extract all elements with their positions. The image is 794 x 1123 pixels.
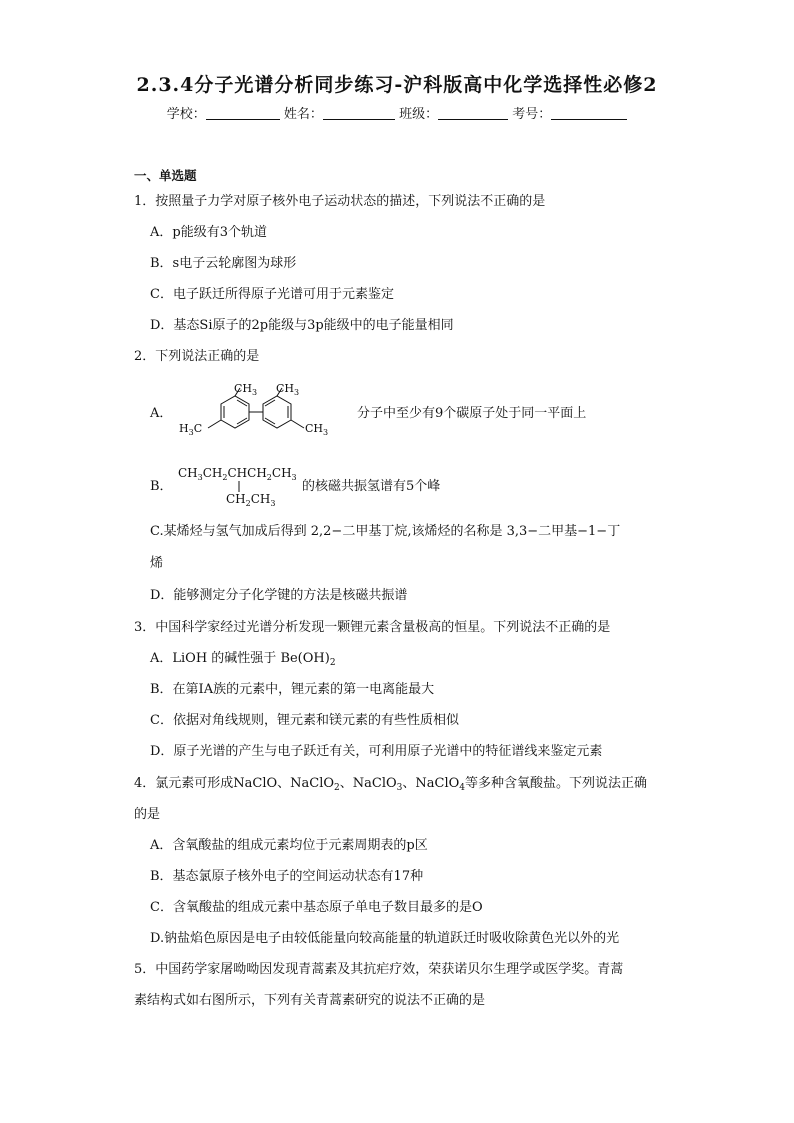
- h3c-left-h: H: [179, 422, 189, 435]
- svg-text:H3C: [179, 422, 202, 437]
- ch3-right-sub: 3: [323, 428, 329, 437]
- section-heading: 一、单选题: [134, 168, 197, 183]
- q5-stem-line1: 5．中国药学家屠呦呦因发现青蒿素及其抗疟疗效，荣获诺贝尔生理学或医学奖。青蒿: [134, 962, 624, 977]
- q4-stem-2: 、NaClO: [339, 776, 397, 791]
- svg-text:CH2CH3: [226, 492, 276, 508]
- q4-stem: [134, 774, 647, 794]
- q3-option-c: C．依据对角线规则，锂元素和镁元素的有些性质相似: [150, 713, 459, 728]
- q3-a-text: A．LiOH 的碱性强于 Be(OH): [150, 651, 330, 666]
- q2-option-c-line1: C.某烯烃与氢气加成后得到 2,2−二甲基丁烷,该烯烃的名称是 3,3−二甲基−1−丁: [150, 524, 621, 539]
- ch3-top-1-sub: 3: [252, 388, 258, 397]
- q3-option-a: [150, 649, 336, 669]
- alkane-structure: [176, 461, 300, 509]
- student-info-line: [0, 103, 794, 122]
- q2-option-a-label: A．: [150, 406, 173, 421]
- b-sub-4: 3: [291, 473, 297, 482]
- b-sub-3: 2: [266, 473, 272, 482]
- q3-stem: 3．中国科学家经过光谱分析发现一颗锂元素含量极高的恒星。下列说法不正确的是: [134, 620, 611, 635]
- q4-stem-4: 等多种含氧酸盐。下列说法正确: [465, 776, 648, 791]
- ch3-right: CH: [305, 422, 324, 435]
- q4-sub-2: 2: [334, 783, 340, 793]
- name-blank[interactable]: [323, 106, 395, 120]
- ch3-top-2: CH: [276, 382, 295, 395]
- h3c-left-sub: 3: [188, 428, 194, 437]
- q2-stem: 2．下列说法正确的是: [134, 349, 260, 364]
- q1-option-c: C．电子跃迁所得原子光谱可用于元素鉴定: [150, 287, 394, 302]
- school-blank[interactable]: [206, 106, 280, 120]
- b-ch3-3: CH: [250, 492, 271, 506]
- q2-option-a-text: 分子中至少有9个碳原子处于同一平面上: [357, 406, 587, 421]
- q1-option-a: A．p能级有3个轨道: [150, 225, 267, 240]
- class-label: 班级：: [399, 107, 439, 122]
- q4-option-a: A．含氧酸盐的组成元素均位于元素周期表的p区: [150, 838, 428, 853]
- q2-option-b-text: 的核磁共振氢谱有5个峰: [302, 479, 441, 494]
- q4-option-b: B．基态氯原子核外电子的空间运动状态有17种: [150, 869, 424, 884]
- svg-text:CH3CH2CHCH2CH3: [178, 466, 297, 482]
- b-sub-5: 2: [245, 499, 251, 508]
- q2-option-b-label: B．: [150, 479, 173, 494]
- q4-option-d: D.钠盐焰色原因是电子由较低能量向较高能量的轨道跃迁时吸收除黄色光以外的光: [150, 931, 620, 946]
- page-title: 2.3.4分子光谱分析同步练习-沪科版高中化学选择性必修2: [136, 74, 658, 96]
- q3-a-sub: 2: [329, 658, 336, 668]
- b-ch2-1: CH: [202, 466, 223, 480]
- q1-stem: 1．按照量子力学对原子核外电子运动状态的描述，下列说法不正确的是: [134, 194, 546, 209]
- class-blank[interactable]: [438, 106, 508, 120]
- q3-option-d: D．原子光谱的产生与电子跃迁有关，可利用原子光谱中的特征谱线来鉴定元素: [150, 744, 603, 759]
- q4-sub-3: 3: [396, 783, 403, 793]
- q4-sub-4: 4: [459, 783, 466, 793]
- exam-no-blank[interactable]: [551, 106, 627, 120]
- b-ch2-2: CH: [226, 492, 246, 506]
- h3c-left-c: C: [193, 422, 203, 435]
- name-label: 姓名：: [283, 107, 323, 122]
- q4-stem-1: 4．氯元素可形成NaClO、NaClO: [134, 776, 335, 791]
- q5-stem-line2: 素结构式如右图所示，下列有关青蒿素研究的说法不正确的是: [134, 993, 486, 1008]
- q3-option-b: B．在第ⅠA族的元素中，锂元素的第一电离能最大: [150, 682, 435, 697]
- b-ch3-2: CH: [271, 466, 292, 480]
- b-sub-2: 2: [222, 473, 228, 482]
- svg-text:CH3: [234, 382, 257, 397]
- school-label: 学校：: [166, 107, 206, 122]
- q2-option-c-line2: 烯: [150, 556, 164, 571]
- ch3-top-1: CH: [234, 382, 253, 395]
- svg-text:CH3: [276, 382, 299, 397]
- q2-option-d: D．能够测定分子化学键的方法是核磁共振谱: [150, 588, 408, 603]
- b-sub-1: 3: [197, 473, 203, 482]
- b-chch2: CHCH: [227, 466, 267, 480]
- dimethylbiphenyl-structure: [172, 378, 357, 444]
- svg-text:CH3: [305, 422, 328, 437]
- b-ch3-1: CH: [178, 466, 198, 480]
- ch3-top-2-sub: 3: [294, 388, 300, 397]
- q4-stem-3: 、NaClO: [402, 776, 460, 791]
- q1-option-b: B．s电子云轮廓图为球形: [150, 256, 297, 271]
- q4-stem-line2: 的是: [134, 807, 161, 822]
- q1-option-d: D．基态Si原子的2p能级与3p能级中的电子能量相同: [150, 318, 454, 333]
- b-sub-6: 3: [270, 499, 276, 508]
- q4-option-c: C．含氧酸盐的组成元素中基态原子单电子数目最多的是O: [150, 900, 483, 915]
- exam-no-label: 考号：: [512, 107, 552, 122]
